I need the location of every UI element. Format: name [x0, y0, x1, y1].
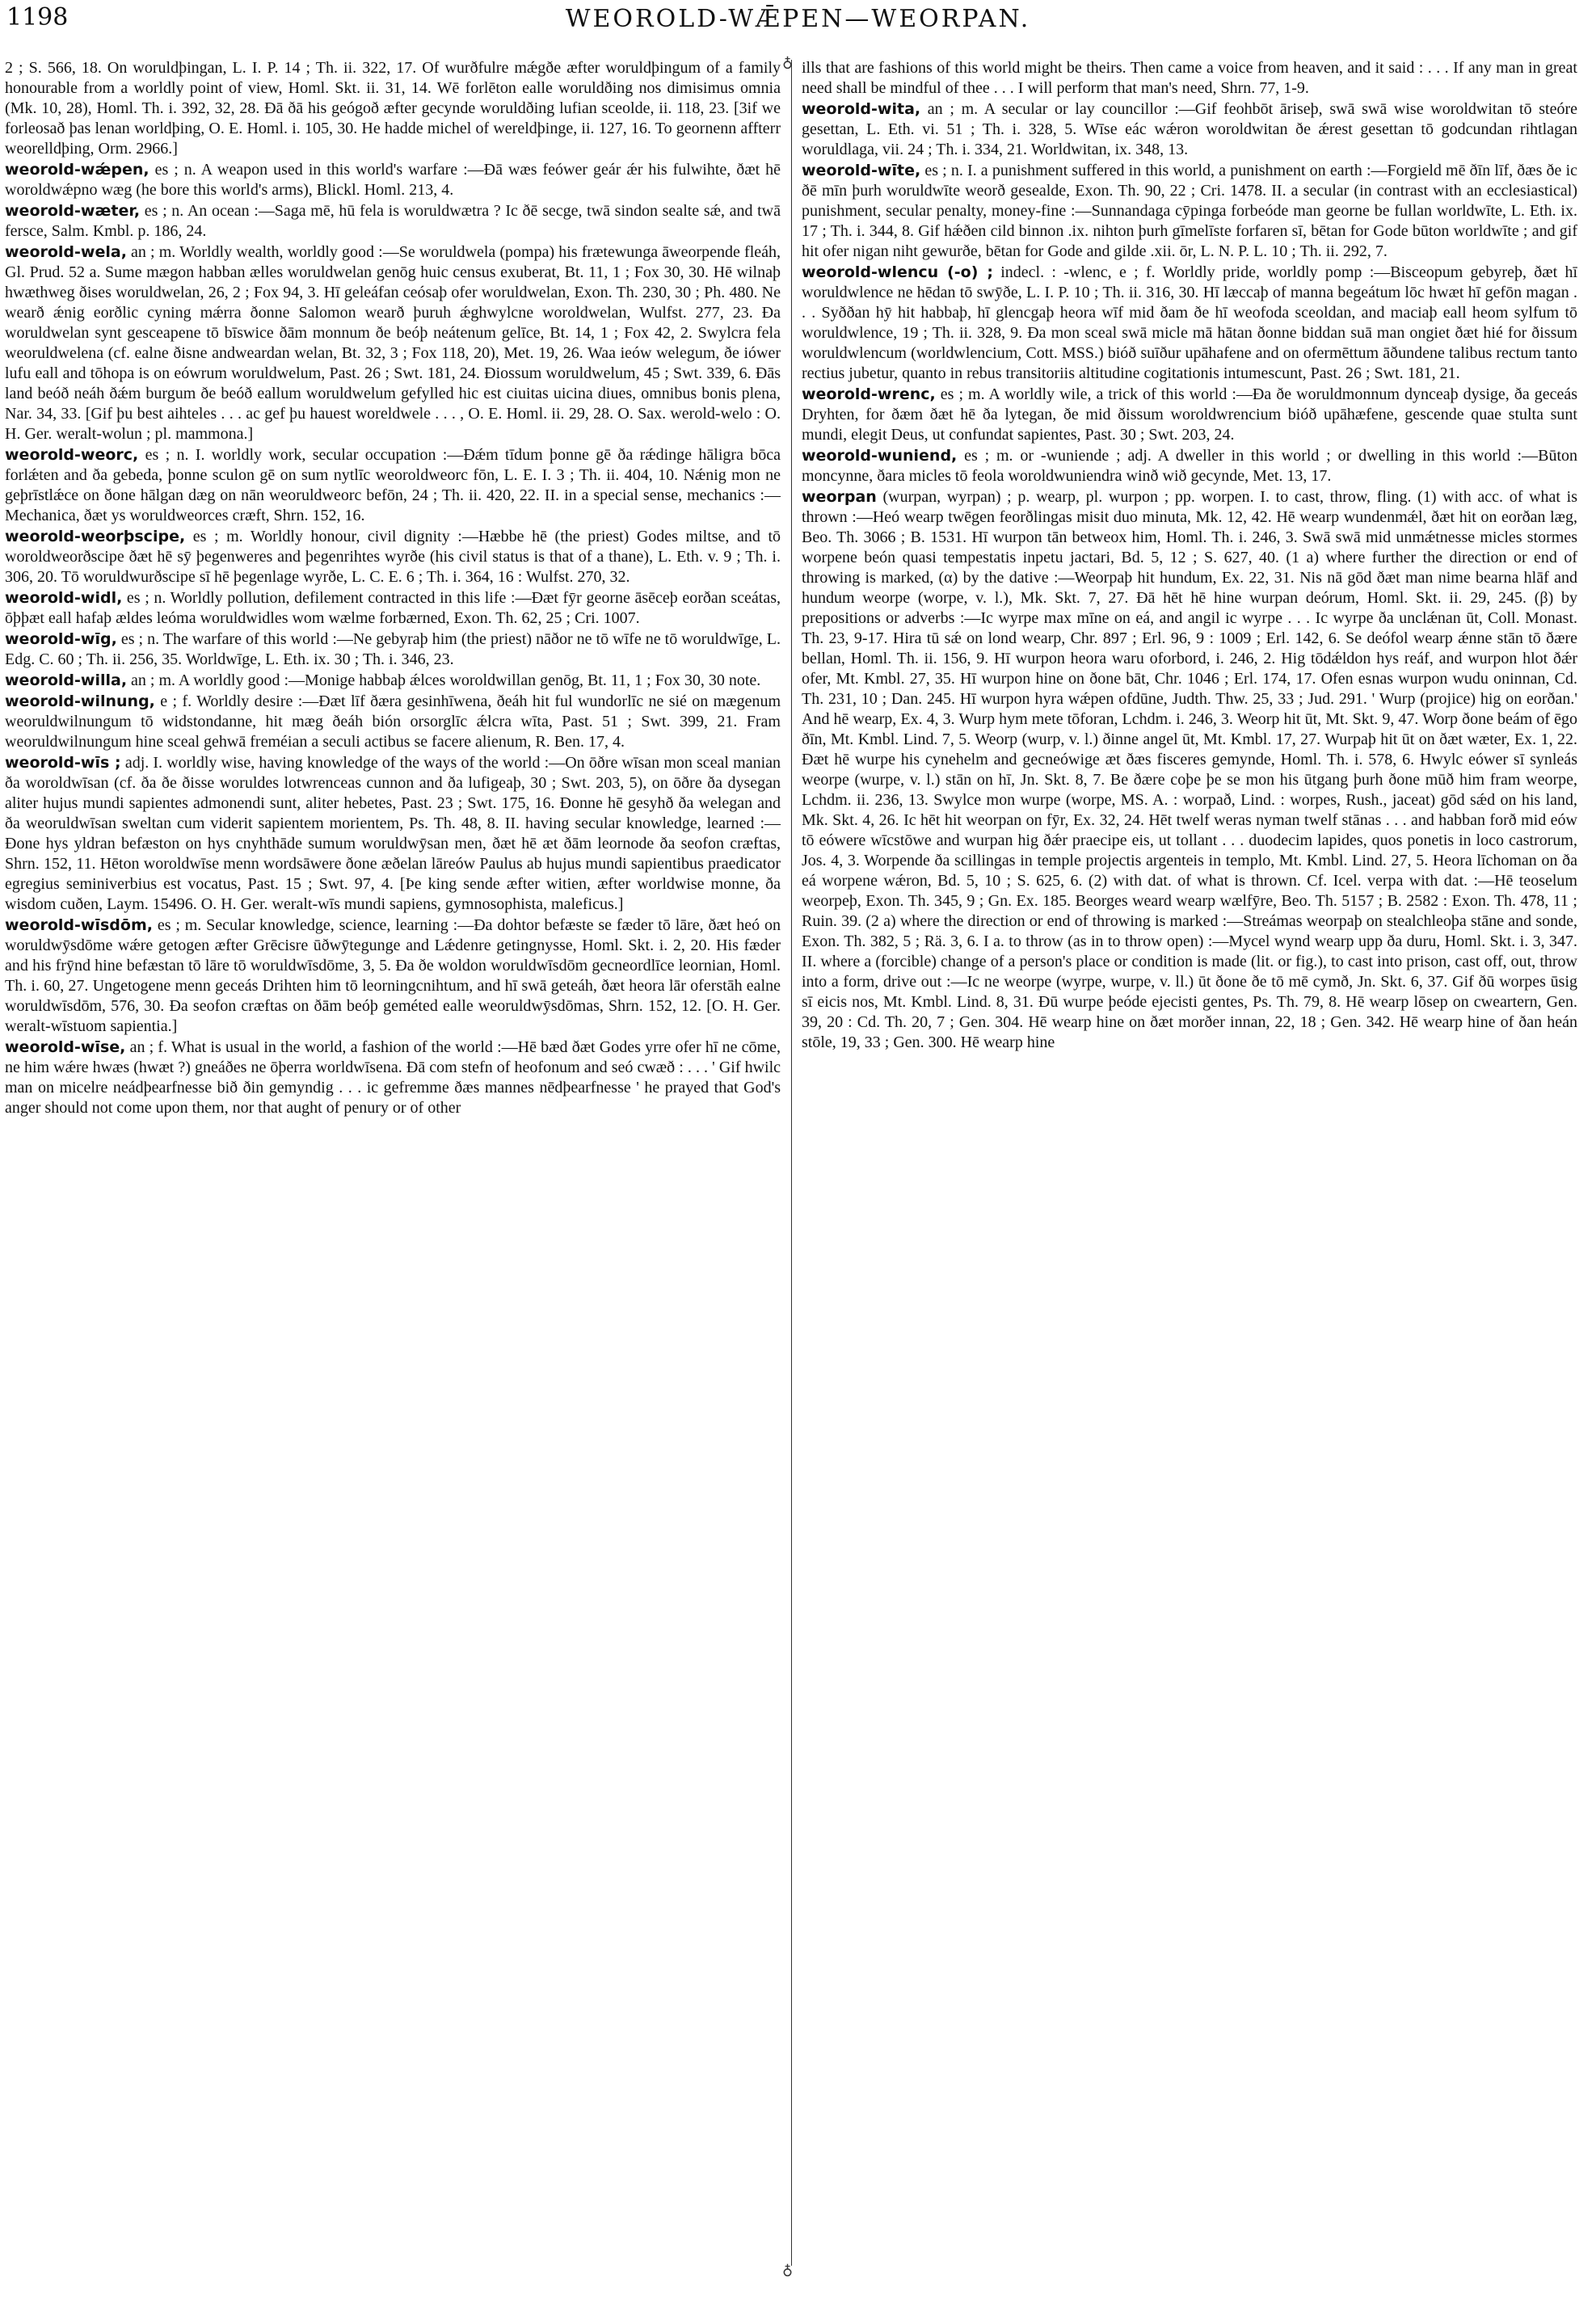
entry-text: indecl. : -wlenc, e ; f. Worldly pride, worldly pomp :—Bisceopum gebyreþ, ðæt hī woruldwlence ne hēdan tō swȳðe, L. I. P. 10 ; Th. ii. 316, 30. Hī læccaþ of manna begeátum lōc hwæt hī gefōn magan . . . Syððan hȳ hit habbaþ, hī glencgaþ heora wīf mid ðam ðe hī weofoda sceoldan, and maciaþ eall heom sylfum tō woruldwlence, 19 ; Th. ii. 328, 9. Ða mon sceal swā micle mā hātan ðonne biddan suā man ongiet ðæt hié for ðissum woruldwlencum (worldwlencium, Cott. MSS.) bióð suīður upāhafene and on ofermēttum āðundene talibus rectum tanto rectius jubetur, quanto in rebus transitoriis altitudine cogitationis intumescunt, Past. 26 ; Swt. 181, 21.: [802, 263, 1577, 382]
entry-text: an ; m. A worldly good :—Monige habbaþ ǽlces woroldwillan genōg, Bt. 11, 1 ; Fox 30, 30 note.: [131, 671, 761, 689]
entry-headword: weorold-wæter,: [5, 202, 141, 220]
entry-text: an ; f. What is usual in the world, a fashion of the world :—Hē bæd ðæt Godes yrre ofer hī ne cōme, ne him wǽre hwæs (hwæt ?) gneáðes ne ōþerra worldwīsena. Ðā com stefn of heofonum and seó cwæð : . . . ' Gif hwilc man on micelre neádþearfnesse bið ðin gemyndig . . . ic gefremme ðæs mannes nēdþearfnesse ' he prayed that God's anger should not come upon them, nor that aught of penury or of other: [5, 1038, 781, 1117]
dictionary-entry: [802, 161, 1577, 262]
entry-text: es ; m. Secular knowledge, science, learning :—Ða dohtor befæste se fæder tō lāre, ðæt heó on woruldwȳsdōme wǽre getogen æfter Grēcisre ūðwȳtegunge and Lǽdenre getingnysse, Homl. Skt. i. 2, 20. His fæder and his frȳnd hine befæstan tō lāre tō woruldwīsdōme, 3, 5. Ða ðe woldon woruldwīsdōm gecneordlīce leornian, Homl. Th. i. 60, 27. Ungetogene menn geceás Drihten him tō leorningcnihtum, and hī swā geteáh, ðæt heora lār oferstāh ealne woruldwīsdōm, 576, 30. Ða seofon cræftas on ðām beóþ geméted ealle weoruldwȳsdōmas, Shrn. 152, 12. [O. H. Ger. weralt-wīstuom sapientia.]: [5, 916, 781, 1035]
entry-text: es ; m. Worldly honour, civil dignity :—Hæbbe hē (the priest) Godes miltse, and tō woroldweorðscipe ðæt hē sȳ þegenweres and þegenrihtes wyrðe (his civil status is that of a thane), L. Eth. v. 9 ; Th. i. 306, 20. Tō woruldwurðscipe sī hē þegenlage wyrðe, L. C. E. 6 ; Th. i. 364, 16 : Wulfst. 270, 32.: [5, 528, 781, 586]
entry-text: es ; n. The warfare of this world :—Ne gebyraþ him (the priest) nāðor ne tō wīfe ne tō woruldwīge, L. Edg. C. 60 ; Th. ii. 256, 35. Worldwīge, L. Eth. ix. 30 ; Th. i. 346, 23.: [5, 630, 781, 668]
entry-text: es ; m. A worldly wile, a trick of this world :—Ða ðe woruldmonnum dynceaþ dysige, ða geceás Dryhten, for ðæm ðæt hē ða lytegan, ðe mid ðissum woroldwrencium bióð upāhæfene, gescende quae stulta sunt mundi, elegit Deus, ut confundat sapientes, Past. 30 ; Swt. 203, 24.: [802, 385, 1577, 444]
entry-text: ills that are fashions of this world might be theirs. Then came a voice from heaven, and it said : . . . If any man in great need shall be mindful of thee . . . I will perform that man's need, Shrn. 77, 1-9.: [802, 59, 1577, 97]
entry-headword: weorold-wīg,: [5, 630, 117, 648]
dictionary-entry: [802, 385, 1577, 445]
dictionary-entry: [5, 527, 781, 587]
entry-headword: weorold-wuniend,: [802, 447, 958, 465]
entry-text: (wurpan, wyrpan) ; p. wearp, pl. wurpon ; pp. worpen. I. to cast, throw, fling. (1) with acc. of what is thrown :—Heó wearp twēgen feorðlingas misit duo minuta, Mk. 12, 42. Hē wearp wundenmǽl, ðæt hit on eorðan læg, Beo. Th. 3066 ; B. 1531. Hī wurpon tān betweox him, Homl. Th. i. 246, 3. Swā swā mid unmǽtnesse micles stormes worpene beón quasi tempestatis inpetu jactari, Bd. 5, 12 ; S. 627, 40. (1 a) where further the direction or end of throwing is marked, (α) by the dative :—Weorpaþ hit hundum, Ex. 22, 31. Nis nā gōd ðæt man nime bearna hlāf and hundum weorpe (worpe, v. l.), Mk. Skt. 7, 27. Ðā hēt hē hine wurpan deórum, Homl. Skt. ii. 29, 245. (β) by prepositions or adverbs :—Ic wyrpe max mīne on eá, and angil ic wyrpe . . . Ic wyrpe ða unclǽnan ūt, Coll. Monast. Th. 23, 9-17. Hira tū sǽ on lond wearp, Chr. 897 ; Erl. 96, 9 : 1009 ; Erl. 142, 6. Se deófol wearp ǽnne stān tō ðære bellan, Homl. Th. ii. 156, 9. Hī wurpon heora waru oforbord, i. 246, 2. Hig tōdǽldon hys reáf, and wurpon hlot ðǽr ofer, Mt. Kmbl. 27, 35. Hī wurpon hine on ðone bāt, Chr. 1046 ; Erl. 174, 17. Ofen esnas wurpon wudu oninnan, Cd. Th. 231, 10 ; Dan. 245. Hī wurpon hyra wǽpen ofdūne, Judth. Thw. 25, 33 ; Jud. 291. ' Wurp (projice) hig on eorðan.' And hē wearp, Ex. 4, 3. Wurp hym mete tōforan, Lchdm. i. 246, 3. Weorp hit ūt, Mt. Skt. 9, 47. Worp ðone beám of ēgo ðīn, Mt. Kmbl. Lind. 7, 5. Weorp (wurp, v. l.) ðinne angel ūt, Mt. Kmbl. 17, 27. Wurpaþ hit ūt on ðæt wæter, Ex. 1, 22. Ðæt hē wurpe his cynehelm and gecneówige æt ðæs fisceres gemynde, Homl. Th. i. 578, 6. Hwylc eówer sī synleás weorpe (wurpe, v. l.) stān on hī, Jn. Skt. 8, 7. Be ðære coþe þe se mon his ūtgang þurh ðone mūð him fram weorpe, Lchdm. ii. 236, 13. Swylce mon wurpe (worpe, MS. A. : worpað, Lind. : worpes, Rush., jaceat) gōd sǽd on his land, Mk. Skt. 4, 26. Ic hēt hit weorpan on fȳr, Ex. 32, 24. Hēt twelf weras nyman twelf stānas . . . and habban forð mid eów tō eówere wīcstōwe and wurpan hig ðǽr praecipe eis, ut tollant . . . duodecim lapides, quos ponetis in loco castrorum, Jos. 4, 3. Worpende ða scillingas in temple projectis argenteis in templo, Mt. Kmbl. Lind. 27, 5. Heora līchoman on ða eá worpene wǽron, Bd. 5, 10 ; S. 625, 6. (2) with dat. of what is thrown. Cf. Icel. verpa with dat. :—Hē teoselum weorpeþ, Exon. Th. 345, 9 ; Gn. Ex. 185. Beorges weard wearp wælfȳre, Beo. Th. 5157 ; B. 2582 : Exon. Th. 478, 11 ; Ruin. 39. (2 a) where the direction or end of throwing is marked :—Streámas weorpaþ on stealchleoþa stāne and sonde, Exon. Th. 382, 5 ; Rä. 3, 6. I a. to throw (as in to throw open) :—Mycel wynd wearp upp ða duru, Homl. Skt. i. 3, 347. II. where a (forcible) change of a person's place or condition is made (lit. or fig.), to cast into prison, cast off, out, throw into a form, drive out :—Ic ne weorpe (wyrpe, wurpe, v. ll.) ūt ðone ðe tō mē cymð, Jn. Skt. 6, 37. Gif ðū worpes ūsig sī eicis nos, Mt. Kmbl. Lind. 8, 31. Ðū wurpe þeóde ejecisti gentes, Ps. Th. 79, 8. Hē wearp lōsep on cweartern, Gen. 39, 20 : Cd. Th. 20, 7 ; Gen. 304. Hē wearp hine on ðæt morðer innan, 22, 18 ; Gen. 342. Hē wearp hine of ðan heán stōle, 19, 33 ; Gen. 300. Hē wearp hine: [802, 488, 1577, 1051]
dictionary-entry: [802, 58, 1577, 99]
page-number: 1198: [6, 3, 69, 32]
right-column: [802, 58, 1577, 2296]
entry-headword: weorold-willa,: [5, 671, 128, 689]
entry-text: es ; m. or -wuniende ; adj. A dweller in this world ; or dwelling in this world :—Būton moncynne, ðara micles tō feola woroldwuniendra winð wið gecynde, Met. 13, 17.: [802, 447, 1577, 485]
entry-text: an ; m. A secular or lay councillor :—Gif feohbōt āriseþ, swā swā wise woroldwitan tō steóre gesettan, L. Eth. vi. 51 ; Th. i. 328, 5. Wīse eác wǽron woroldwitan ðe ǽrest gesettan tō godcundan rihtlagan woruldlaga, vii. 24 ; Th. i. 334, 21. Worldwitan, ix. 348, 13.: [802, 100, 1577, 158]
dictionary-entry: [802, 263, 1577, 384]
entry-text: es ; n. I. worldly work, secular occupation :—Ðǽm tīdum þonne gē ða rǽdinge hāligra bōca forlǽten and ða gebeda, þonne sculon gē on sum nytlīc weoroldweorc fōn, L. E. I. 3 ; Th. ii. 404, 10. Nǽnig mon ne geþrīstlǽce on ðone hālgan dæg on nān weoruldweorc befōn, 24 ; Th. ii. 420, 22. II. in a special sense, mechanics :—Mechanica, ðæt ys woruldweorces cræft, Shrn. 152, 16.: [5, 446, 781, 524]
entry-headword: weorold-wīs ;: [5, 754, 121, 772]
dictionary-entry: [5, 242, 781, 444]
divider-ornament-bottom-icon: ♁: [782, 2262, 794, 2279]
entry-headword: weorold-wita,: [802, 100, 921, 118]
dictionary-entry: [5, 201, 781, 242]
page-header: [0, 0, 1596, 39]
entry-headword: weorold-weorc,: [5, 446, 139, 464]
entry-headword: weorold-wela,: [5, 243, 127, 261]
dictionary-entry: [802, 487, 1577, 1053]
dictionary-entry: [802, 99, 1577, 160]
dictionary-entry: [5, 58, 781, 159]
entry-headword: weorold-wīte,: [802, 162, 921, 179]
entry-headword: weorold-wǽpen,: [5, 161, 149, 179]
column-divider: [791, 60, 792, 2266]
dictionary-entry: [5, 1038, 781, 1118]
entry-text: es ; n. An ocean :—Saga mē, hū fela is woruldwætra ? Ic ðē secge, twā sindon sealte sǽ, and twā fersce, Salm. Kmbl. p. 186, 24.: [5, 202, 781, 240]
entry-text: e ; f. Worldly desire :—Ðæt līf ðæra gesinhīwena, ðeáh hit ful wundorlīc ne sié on mægenum weoruldwilnungum tō widstondanne, hit mæg ðeáh bión orsorglīc ǽlcra wīta, Past. 51 ; Swt. 399, 21. Fram weoruldwilnungum hine sceal gehwā freméian a seculi actibus se facere alienum, R. Ben. 17, 4.: [5, 692, 781, 751]
entry-headword: weorold-wlencu (-o) ;: [802, 263, 993, 281]
left-column: [5, 58, 781, 2296]
entry-text: es ; n. Worldly pollution, defilement contracted in this life :—Ðæt fȳr georne āsēceþ eorðan sceátas, ōþþæt eall hafaþ ældes leóma woruldwidles wom wælme forbærned, Exon. Th. 62, 25 ; Cri. 1007.: [5, 589, 781, 627]
dictionary-entry: [5, 692, 781, 752]
entry-headword: weorold-wrenc,: [802, 385, 936, 403]
entry-text: adj. I. worldly wise, having knowledge of the ways of the world :—On ōðre wīsan mon sceal manian ða woroldwīsan (cf. ða ðe ðisse woruldes lotwrenceas cunnon and ða lufigeaþ, 30 ; Swt. 203, 5), on ōðre ða dysegan aliter hujus mundi sapientes admonendi sunt, aliter hebetes, Past. 23 ; Swt. 175, 16. Ðonne hē gesyhð ða welegan and ða weoruldwīsan sweltan cum viderit sapientem morientem, Ps. Th. 48, 8. II. having secular knowledge, learned :—Ðone hys yldran befæston on hys cnyhthāde sumum woruldwȳsan men, ðæt hē æt ðām leornode ða seofon cræftas, Shrn. 152, 11. Hēton woroldwīse menn wordsāwere ðone æðelan lāreów Paulus ab hujus mundi sapientibus praedicator egregius seminiverbius est vocatus, Past. 15 ; Swt. 97, 4. [Þe king sende æfter witien, æfter worldwise monne, ða wisdom cuðen, Laym. 15496. O. H. Ger. weralt-wīs mundi sapiens, gymnosophista, maleficus.]: [5, 754, 781, 913]
entry-headword: weorpan: [802, 488, 877, 506]
divider-ornament-top-icon: ♁: [782, 54, 794, 71]
dictionary-entry: [5, 445, 781, 526]
entry-text: es ; n. A weapon used in this world's warfare :—Ðā wæs feówer geár ǽr his fulwihte, ðæt hē woroldwǽpno wæg (he bore this world's arms), Blickl. Homl. 213, 4.: [5, 161, 781, 199]
dictionary-entry: [5, 671, 781, 691]
running-head: WEOROLD-WǢPEN—WEORPAN.: [565, 5, 1031, 33]
dictionary-entry: [5, 916, 781, 1037]
dictionary-entry: [5, 753, 781, 915]
dictionary-entry: [5, 160, 781, 200]
entry-text: an ; m. Worldly wealth, worldly good :—Se woruldwela (pompa) his frætewunga āweorpende fleáh, Gl. Prud. 52 a. Sume mægon habban ælles woruldwelan genōg huic census exuberat, Bt. 11, 1 ; Fox 30, 30. Hē wilnaþ hwæthweg ðises woruldwelan, 26, 2 ; Fox 94, 3. Hī geleáfan ceósaþ ofer woruldwelan, Exon. Th. 230, 30 ; Ph. 480. Ne wearð ǽnig eorðlic cyning mǽrra ðonne Salomon wearð þuruh ǽghwylcne woroldwelan, Wulfst. 277, 23. Ða woruldwelan synt gesceapene tō bīswice ðām monnum ðe beóþ neátenum gelīce, Bt. 14, 1 ; Fox 42, 2. Swylcra fela weoruldwelena (cf. ealne ðisne andweardan welan, Bt. 32, 3 ; Fox 118, 20), Met. 19, 26. Waa ieów welegum, ðe iówer lufu eall and tōhopa is on eówrum woruldwelum, Past. 26 ; Swt. 181, 24. Ðiossum woruldwelum, 45 ; Swt. 339, 6. Ðās land beóð neáh ðǽm burgum ðe beóð eallum woruldwelum gefylled hic est ciuitas uicina diues, omnibus bonis plena, Nar. 34, 33. [Gif þu best aihteles . . . ac gef þu hauest woreldwele . . . , O. E. Homl. ii. 29, 28. O. Sax. werold-welo : O. H. Ger. weralt-wolun ; pl. mammona.]: [5, 243, 781, 443]
entry-text: 2 ; S. 566, 18. On woruldþingan, L. I. P. 14 ; Th. ii. 322, 17. Of wurðfulre mǽgðe æfter woruldþingum of a family honourable from a worldly point of view, Homl. Skt. ii. 31, 14. Wē forlēton ealle woruldðing nos dimisimus omnia (Mk. 10, 28), Homl. Th. i. 392, 32, 28. Ðā ðā his geógoð æfter gecynde woruldðing lufian sceolde, ii. 118, 23. [3if we forleosað þas lenan worldþing, O. E. Homl. i. 105, 30. He hadde michel of wereldþinge, ii. 127, 16. To geornenn affterr weorelldþing, Orm. 2966.]: [5, 59, 781, 158]
dictionary-entry: [5, 629, 781, 670]
dictionary-entry: [5, 588, 781, 629]
entry-headword: weorold-wīse,: [5, 1038, 126, 1056]
entry-headword: weorold-wilnung,: [5, 692, 155, 710]
entry-headword: weorold-wīsdōm,: [5, 916, 153, 934]
entry-text: es ; n. I. a punishment suffered in this world, a punishment on earth :—Forgield mē ðīn līf, ðæs ðe ic ðē mīn þurh woruldwīte weorð gesealde, Exon. Th. 90, 22 ; Cri. 1478. II. a secular (in contrast with an ecclesiastical) punishment, secular penalty, money-fine :—Sunnandaga cȳpinga forbeóde man georne be fullan worldwīte, L. Eth. ix. 17 ; Th. i. 344, 8. Gif hǽðen cild binnon .ix. nihton þurh gīmelīste forfaren sī, bētan for Gode būton worldwīte ; and gif hit ofer nigan niht gewurðe, bētan for Gode and gilde .xii. ōr, L. N. P. L. 10 ; Th. ii. 292, 7.: [802, 162, 1577, 260]
entry-headword: weorold-weorþscipe,: [5, 528, 186, 545]
entry-headword: weorold-widl,: [5, 589, 123, 607]
dictionary-entry: [802, 446, 1577, 486]
